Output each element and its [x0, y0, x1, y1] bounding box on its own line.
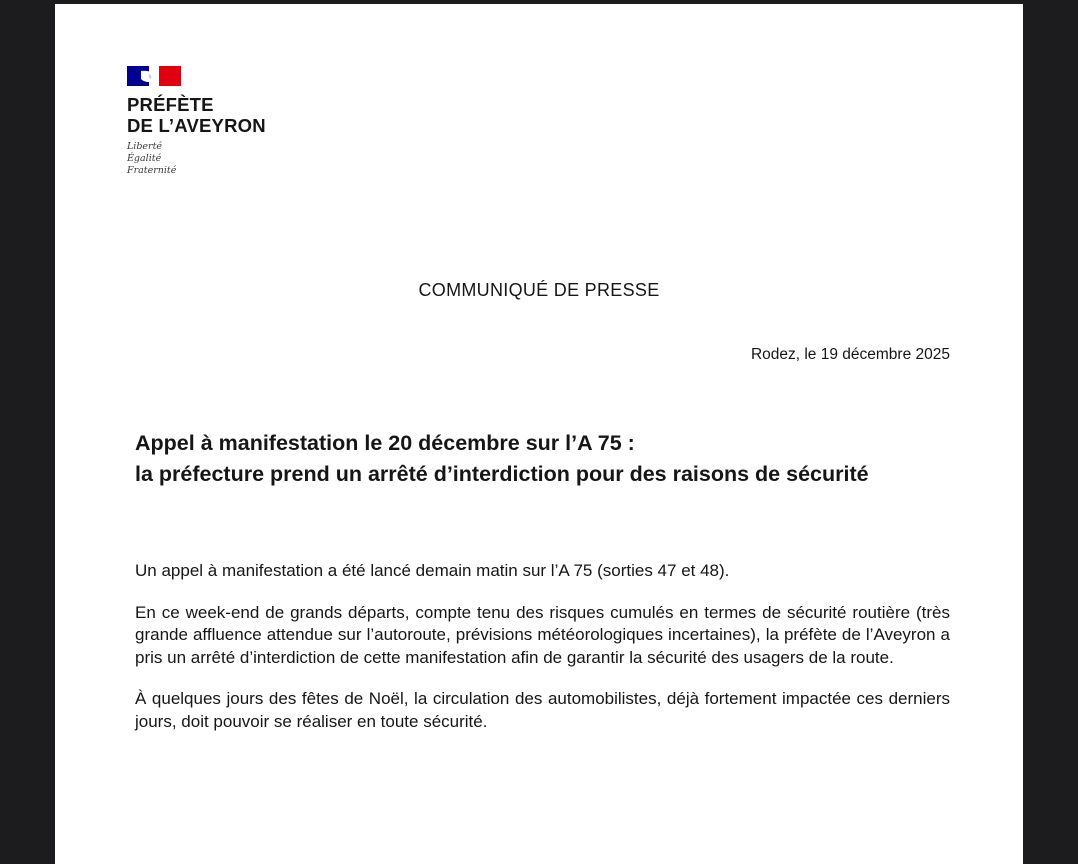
- body-text: [135, 560, 950, 752]
- republic-motto: [127, 141, 266, 177]
- headline: [135, 428, 975, 490]
- release-date: Rodez, le 19 décembre 2025: [750, 346, 950, 363]
- paragraph-3: À quelques jours des fêtes de Noël, la circulation des automobilistes, déjà fortement impactée ces derniers jours, doit pouvoir se réaliser en toute sécurité.: [135, 689, 950, 731]
- document-page: [55, 4, 1023, 864]
- headline-line1: Appel à manifestation le 20 décembre sur l’A 75 :: [135, 431, 635, 455]
- logo-title: [127, 94, 266, 136]
- motto-liberte: Liberté: [127, 141, 163, 152]
- paragraph-1: Un appel à manifestation a été lancé demain matin sur l’A 75 (sorties 47 et 48).: [135, 561, 730, 580]
- press-release-title: COMMUNIQUÉ DE PRESSE: [418, 280, 660, 300]
- headline-line2: la préfecture prend un arrêté d’interdiction pour des raisons de sécurité: [135, 462, 869, 486]
- marianne-flag-icon: [127, 66, 181, 86]
- motto-egalite: Égalité: [127, 153, 162, 164]
- paragraph-2: En ce week-end de grands départs, compte tenu des risques cumulés en termes de sécurité routière (très grande affluence attendue sur l’autoroute, prévisions météorologiques incertaines), la préfète de l’Aveyron a pris un arrêté d’interdiction de cette manifestation afin de garantir la sécurité des usagers de la route.: [135, 602, 950, 667]
- logo-title-line2: DE L’AVEYRON: [127, 115, 266, 136]
- prefecture-logo: [127, 66, 266, 177]
- logo-title-line1: PRÉFÈTE: [127, 94, 214, 115]
- motto-fraternite: Fraternité: [127, 165, 177, 176]
